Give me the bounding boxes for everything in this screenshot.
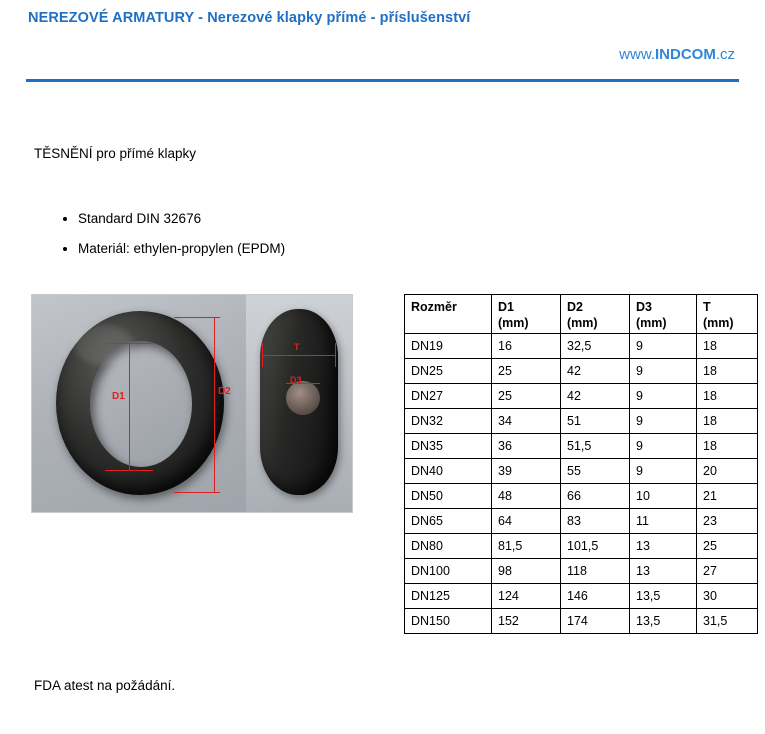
- cell-rozmer: DN50: [405, 484, 492, 509]
- cell-d3: 13: [630, 534, 697, 559]
- cell-rozmer: DN27: [405, 384, 492, 409]
- cell-d1: 152: [492, 609, 561, 634]
- table-row: [405, 484, 758, 509]
- cell-d1: 25: [492, 384, 561, 409]
- cell-rozmer: DN32: [405, 409, 492, 434]
- table-row: [405, 334, 758, 359]
- d2-tick-bottom: [174, 492, 220, 493]
- d2-dimension-line: [214, 317, 215, 493]
- cell-d2: 42: [561, 359, 630, 384]
- cell-t: 27: [697, 559, 758, 584]
- table-row: [405, 409, 758, 434]
- cell-t: 18: [697, 409, 758, 434]
- cell-d1: 124: [492, 584, 561, 609]
- cell-t: 30: [697, 584, 758, 609]
- column-header-t-name: T: [703, 300, 711, 314]
- page-header: [0, 0, 765, 82]
- gasket-side-bore: [286, 381, 320, 415]
- cell-rozmer: DN65: [405, 509, 492, 534]
- gasket-front-photo: [32, 295, 246, 512]
- cell-d1: 16: [492, 334, 561, 359]
- cell-t: 25: [697, 534, 758, 559]
- cell-d1: 36: [492, 434, 561, 459]
- cell-d3: 9: [630, 459, 697, 484]
- website-tld: .cz: [715, 46, 735, 63]
- cell-rozmer: DN35: [405, 434, 492, 459]
- cell-d2: 51: [561, 409, 630, 434]
- t-label: T: [294, 342, 300, 352]
- cell-d3: 9: [630, 434, 697, 459]
- gasket-ring-outer: [56, 311, 224, 495]
- cell-rozmer: DN125: [405, 584, 492, 609]
- product-photo-figure: [31, 294, 353, 513]
- cell-d3: 9: [630, 384, 697, 409]
- table-row: [405, 459, 758, 484]
- gasket-side-photo: [246, 295, 352, 512]
- cell-d2: 66: [561, 484, 630, 509]
- gasket-highlight: [74, 325, 134, 365]
- cell-rozmer: DN19: [405, 334, 492, 359]
- column-header-t: [697, 295, 758, 334]
- website-prefix: www.: [619, 46, 655, 63]
- list-item: • Standard DIN 32676: [78, 204, 285, 234]
- table-row: [405, 609, 758, 634]
- cell-t: 18: [697, 359, 758, 384]
- cell-d3: 9: [630, 359, 697, 384]
- cell-d2: 83: [561, 509, 630, 534]
- d1-tick-bottom: [105, 470, 153, 471]
- d1-dimension-line: [129, 343, 130, 471]
- cell-d3: 11: [630, 509, 697, 534]
- column-header-rozmer-name: Rozměr: [411, 300, 457, 314]
- column-header-d2-name: D2: [567, 300, 583, 314]
- cell-d3: 13: [630, 559, 697, 584]
- cell-d3: 13,5: [630, 609, 697, 634]
- cell-d2: 32,5: [561, 334, 630, 359]
- cell-d1: 34: [492, 409, 561, 434]
- page-title: NEREZOVÉ ARMATURY - Nerezové klapky přímé - příslušenství: [28, 10, 471, 26]
- table-row: [405, 359, 758, 384]
- column-header-d1-name: D1: [498, 300, 514, 314]
- cell-d2: 174: [561, 609, 630, 634]
- footer-note: FDA atest na požádání.: [34, 678, 176, 693]
- cell-d2: 118: [561, 559, 630, 584]
- cell-rozmer: DN80: [405, 534, 492, 559]
- cell-t: 18: [697, 384, 758, 409]
- column-header-d3: [630, 295, 697, 334]
- column-header-rozmer: [405, 295, 492, 334]
- cell-d1: 64: [492, 509, 561, 534]
- cell-d2: 55: [561, 459, 630, 484]
- cell-t: 18: [697, 334, 758, 359]
- cell-rozmer: DN150: [405, 609, 492, 634]
- d1-label: D1: [112, 391, 125, 402]
- t-tick-right: [335, 343, 336, 367]
- d2-label: D2: [218, 386, 231, 397]
- cell-d3: 13,5: [630, 584, 697, 609]
- cell-t: 21: [697, 484, 758, 509]
- list-item: • Materiál: ethylen-propylen (EPDM): [78, 234, 285, 264]
- cell-d1: 25: [492, 359, 561, 384]
- cell-d2: 51,5: [561, 434, 630, 459]
- cell-d3: 9: [630, 409, 697, 434]
- cell-d3: 10: [630, 484, 697, 509]
- header-divider: [26, 79, 739, 82]
- cell-rozmer: DN100: [405, 559, 492, 584]
- cell-rozmer: DN40: [405, 459, 492, 484]
- cell-d1: 98: [492, 559, 561, 584]
- cell-d2: 42: [561, 384, 630, 409]
- column-header-d3-unit: (mm): [636, 316, 667, 330]
- column-header-d1: [492, 295, 561, 334]
- d3-label: D3: [290, 375, 302, 385]
- column-header-d3-name: D3: [636, 300, 652, 314]
- table-row: [405, 584, 758, 609]
- cell-t: 23: [697, 509, 758, 534]
- cell-d2: 146: [561, 584, 630, 609]
- gasket-side-body: [260, 309, 338, 495]
- cell-d2: 101,5: [561, 534, 630, 559]
- table-row: [405, 434, 758, 459]
- section-title: TĚSNĚNÍ pro přímé klapky: [34, 146, 197, 161]
- column-header-d1-unit: (mm): [498, 316, 529, 330]
- table-row: [405, 559, 758, 584]
- cell-d1: 39: [492, 459, 561, 484]
- table-row: [405, 509, 758, 534]
- cell-t: 31,5: [697, 609, 758, 634]
- column-header-t-unit: (mm): [703, 316, 734, 330]
- website-brand: INDCOM: [655, 46, 716, 63]
- cell-d1: 81,5: [492, 534, 561, 559]
- table-row: [405, 384, 758, 409]
- cell-rozmer: DN25: [405, 359, 492, 384]
- spec-bullet-list: [60, 204, 285, 264]
- cell-t: 18: [697, 434, 758, 459]
- table-header-row: [405, 295, 758, 334]
- cell-d1: 48: [492, 484, 561, 509]
- dimensions-table: [404, 294, 758, 634]
- table-row: [405, 534, 758, 559]
- company-website-link[interactable]: [619, 46, 735, 63]
- cell-t: 20: [697, 459, 758, 484]
- t-dimension-line: [262, 355, 336, 356]
- column-header-d2-unit: (mm): [567, 316, 598, 330]
- column-header-d2: [561, 295, 630, 334]
- cell-d3: 9: [630, 334, 697, 359]
